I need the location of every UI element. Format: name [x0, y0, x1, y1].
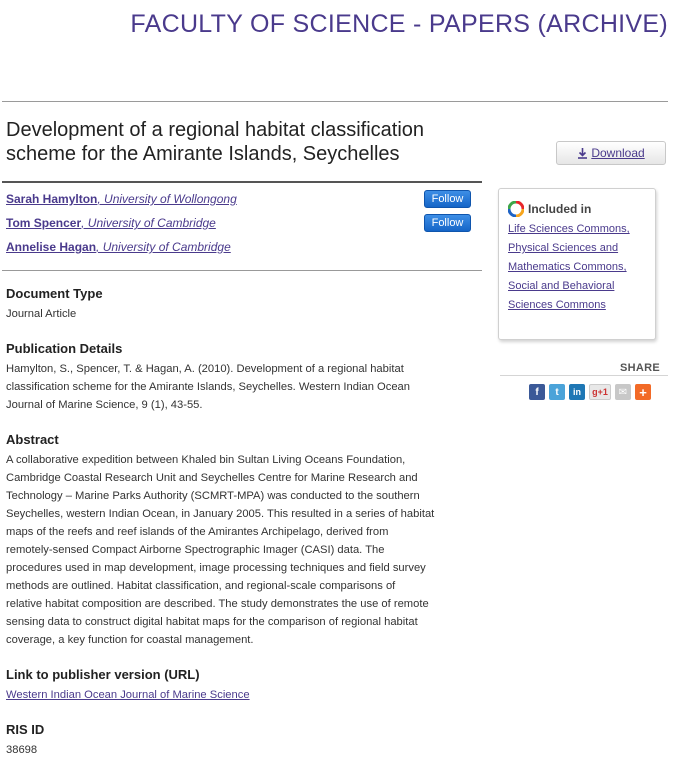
share-glyph: ✉	[618, 386, 628, 398]
text-line: Seychelles, western Indian Ocean, in January 2005. This resulted in a series of habitat	[6, 508, 435, 520]
download-button[interactable]	[556, 141, 666, 165]
text-line: sensing data to construct digital habitat maps for the comparison of regional habitat	[6, 616, 418, 628]
facebook-icon[interactable]	[529, 384, 545, 400]
ris-id-heading: RIS ID	[6, 722, 45, 737]
included-in-header	[508, 201, 655, 217]
title-divider	[2, 181, 482, 183]
publisher-link-heading: Link to publisher version (URL)	[6, 667, 200, 682]
share-glyph: in	[573, 387, 581, 397]
ris-id-value: 38698	[6, 744, 38, 756]
share-glyph: f	[535, 386, 539, 398]
header-divider	[2, 101, 668, 102]
author-institution: , University of Cambridge	[96, 240, 231, 254]
publication-details-heading: Publication Details	[6, 341, 123, 356]
commons-icon	[508, 201, 524, 217]
share-divider	[500, 375, 668, 376]
text-line: Journal of Marine Science, 9 (1), 43-55.	[6, 399, 203, 411]
commons-link-physical-sciences-cont[interactable]: Mathematics Commons,	[508, 261, 627, 273]
author-row	[6, 214, 472, 238]
document-type-heading: Document Type	[6, 286, 103, 301]
authors-divider	[2, 270, 482, 271]
text-line: relative habitat composition are described. The study demonstrates the use of remote	[6, 598, 429, 610]
share-icons	[529, 384, 651, 400]
author-row	[6, 238, 472, 262]
text-line: A collaborative expedition between Khaled bin Sultan Living Oceans Foundation,	[6, 454, 406, 466]
abstract-text	[6, 451, 482, 649]
text-line: procedures used in map development, image processing techniques and field survey	[6, 562, 426, 574]
publisher-link-row	[6, 686, 482, 704]
site-title[interactable]: FACULTY OF SCIENCE - PAPERS (ARCHIVE)	[130, 10, 668, 38]
follow-button-hamylton[interactable]: Follow	[424, 190, 471, 208]
commons-link-social-sciences-cont[interactable]: Sciences Commons	[508, 299, 606, 311]
paper-title: Development of a regional habitat classification scheme for the Amirante Islands, Seychelles	[6, 119, 425, 165]
share-glyph: t	[555, 386, 559, 398]
text-line: maps of the reefs and reef islands of the Amirantes Archipelago, derived from	[6, 526, 389, 538]
text-line: Technology – Marine Parks Authority (SCMRT-MPA) was conducted to the southern	[6, 490, 420, 502]
twitter-icon[interactable]	[549, 384, 565, 400]
text-line: Cambridge Coastal Research Unit and Seychelles Centre for Marine Research and	[6, 472, 418, 484]
share-glyph: +	[639, 384, 647, 400]
text-line: Hamylton, S., Spencer, T. & Hagan, A. (2010). Development of a regional habitat	[6, 363, 404, 375]
included-in-links	[508, 220, 655, 315]
email-icon[interactable]	[615, 384, 631, 400]
author-list	[6, 190, 472, 262]
document-type-value: Journal Article	[6, 308, 77, 320]
share-glyph: g+1	[592, 387, 608, 397]
abstract-heading: Abstract	[6, 432, 59, 447]
text-line: classification scheme for the Amirante Islands, Seychelles. Western Indian Ocean	[6, 381, 410, 393]
publisher-link[interactable]: Western Indian Ocean Journal of Marine Science	[6, 689, 250, 701]
text-line: remotely-sensed Compact Airborne Spectrographic Imager (CASI) data. The	[6, 544, 385, 556]
publication-details-text	[6, 360, 482, 414]
googleplus-icon[interactable]	[589, 384, 611, 400]
author-institution: , University of Cambridge	[81, 216, 216, 230]
author-link-hamylton[interactable]	[6, 192, 237, 206]
text-line: methods are outlined. Habitat classification, and regional-scale comparisons of	[6, 580, 396, 592]
download-icon	[577, 148, 588, 159]
author-name: Annelise Hagan	[6, 240, 97, 254]
share-label: SHARE	[620, 362, 661, 374]
author-link-hagan[interactable]	[6, 240, 231, 254]
commons-link-life-sciences[interactable]: Life Sciences Commons,	[508, 223, 630, 235]
author-link-spencer[interactable]	[6, 216, 216, 230]
more-icon[interactable]	[635, 384, 651, 400]
author-name: Tom Spencer	[6, 216, 82, 230]
linkedin-icon[interactable]	[569, 384, 585, 400]
commons-link-physical-sciences[interactable]: Physical Sciences and	[508, 242, 619, 254]
author-row	[6, 190, 472, 214]
download-label: Download	[591, 146, 645, 160]
author-institution: , University of Wollongong	[97, 192, 237, 206]
text-line: coverage, a key function for coastal management.	[6, 634, 254, 646]
author-name: Sarah Hamylton	[6, 192, 98, 206]
commons-link-social-sciences[interactable]: Social and Behavioral	[508, 280, 615, 292]
included-in-label: Included in	[528, 202, 592, 216]
follow-button-spencer[interactable]: Follow	[424, 214, 471, 232]
included-in-box	[498, 188, 656, 340]
